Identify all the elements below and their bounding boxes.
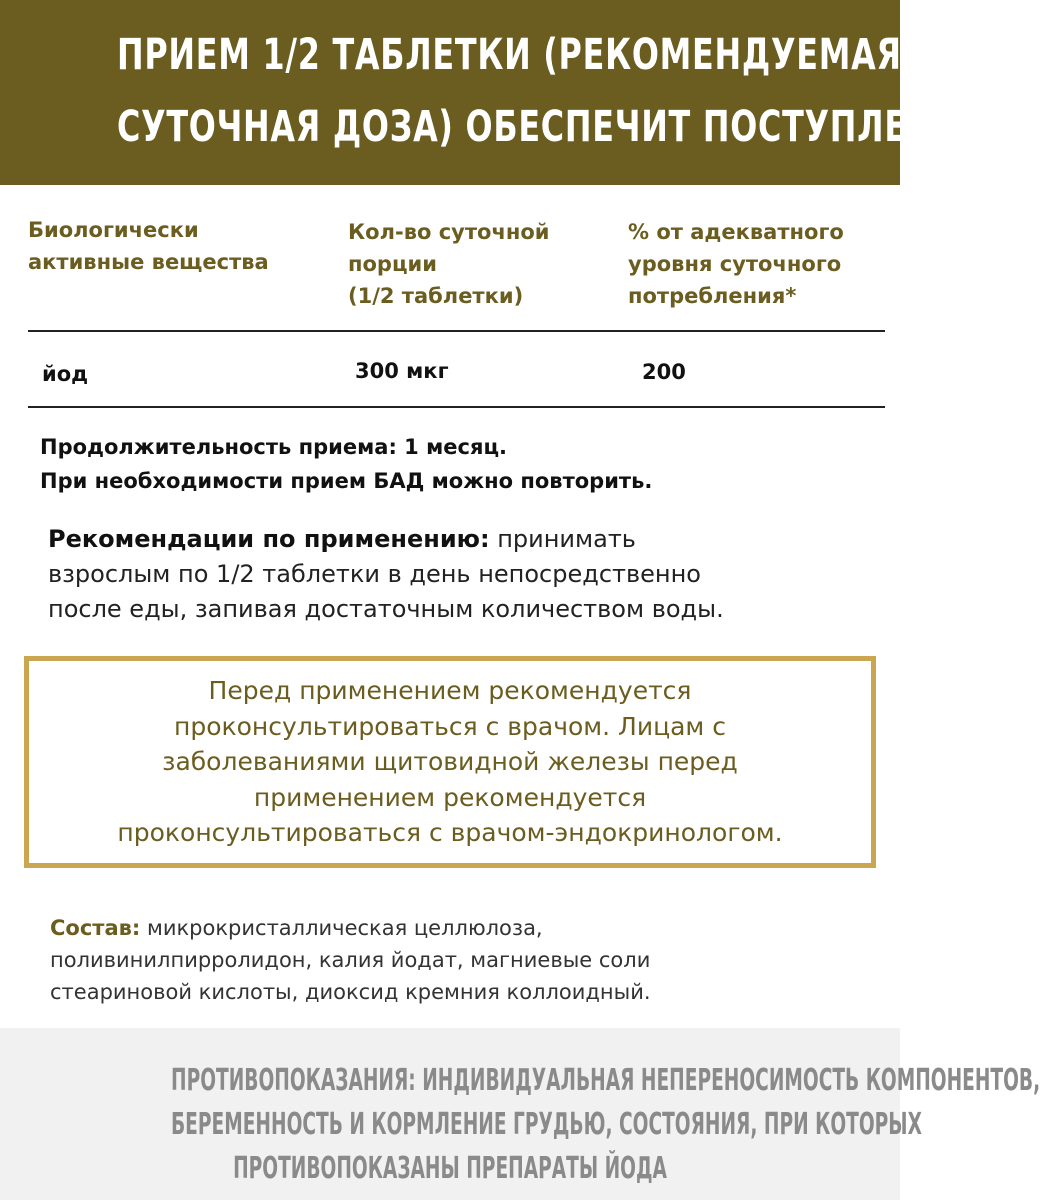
header-banner bbox=[0, 0, 998, 185]
composition-line-3: стеариновой кислоты, диоксид кремния коллоидный. bbox=[50, 980, 651, 1004]
duration-block bbox=[40, 430, 652, 498]
table-header-text: % от адекватного bbox=[628, 220, 844, 244]
recommendations-block bbox=[48, 522, 868, 627]
recommendations-line-2: взрослым по 1/2 таблетки в день непосредственно bbox=[48, 560, 701, 588]
contraindications-footer bbox=[0, 1028, 1040, 1200]
table-header-text: Кол-во суточной bbox=[348, 220, 550, 244]
table-header-text: потребления* bbox=[628, 284, 797, 308]
notice-line: проконсультироваться с врачом. Лицам с bbox=[174, 711, 726, 741]
table-divider-bottom bbox=[28, 406, 885, 408]
composition-line-1 bbox=[50, 912, 870, 944]
table-header-substances bbox=[28, 214, 269, 278]
table-header-text: активные вещества bbox=[28, 250, 269, 274]
recommendations-label: Рекомендации по применению: bbox=[48, 525, 490, 553]
recommendations-text: принимать bbox=[489, 525, 636, 553]
contraindications-line-1: ПРОТИВОПОКАЗАНИЯ: ИНДИВИДУАЛЬНАЯ НЕПЕРЕНОСИМОСТЬ КОМПОНЕНТОВ, bbox=[171, 1063, 1040, 1098]
table-cell-amount: 300 мкг bbox=[355, 359, 449, 383]
notice-line: проконсультироваться с врачом-эндокринологом. bbox=[117, 818, 783, 847]
table-header-percent bbox=[628, 216, 844, 312]
table-header-text: Биологически bbox=[28, 218, 199, 242]
notice-line: Перед применением рекомендуется bbox=[208, 676, 692, 705]
duration-line: Продолжительность приема: 1 месяц. bbox=[40, 435, 507, 459]
table-header-text: порции bbox=[348, 252, 437, 276]
composition-label: Состав: bbox=[50, 916, 141, 940]
recommendations-line-1 bbox=[48, 522, 868, 557]
table-divider-top bbox=[28, 330, 885, 332]
table-header-text: (1/2 таблетки) bbox=[348, 284, 524, 308]
notice-line: применением рекомендуется bbox=[253, 782, 647, 812]
table-header-daily-amount bbox=[348, 216, 550, 312]
recommendations-line-3: после еды, запивая достаточным количеством воды. bbox=[48, 595, 724, 623]
composition-line-2: поливинилпирролидон, калия йодат, магниевые соли bbox=[50, 948, 651, 972]
table-cell-percent: 200 bbox=[642, 360, 686, 384]
composition-block bbox=[50, 912, 870, 1008]
duration-repeat-line: При необходимости прием БАД можно повторить. bbox=[40, 469, 653, 493]
table-cell-substance: йод bbox=[42, 362, 89, 386]
header-title-line-1: ПРИЕМ 1/2 ТАБЛЕТКИ (РЕКОМЕНДУЕМАЯ bbox=[117, 30, 902, 80]
composition-text: микрокристаллическая целлюлоза, bbox=[140, 916, 543, 940]
notice-line: заболеваниями щитовидной железы перед bbox=[162, 747, 738, 776]
doctor-notice-box bbox=[24, 656, 876, 868]
doctor-notice-text bbox=[29, 673, 871, 851]
contraindications-line-2: БЕРЕМЕННОСТЬ И КОРМЛЕНИЕ ГРУДЬЮ, СОСТОЯНИЯ, ПРИ КОТОРЫХ bbox=[171, 1107, 922, 1142]
contraindications-line-3: ПРОТИВОПОКАЗАНЫ ПРЕПАРАТЫ ЙОДА bbox=[233, 1151, 667, 1186]
table-header-text: уровня суточного bbox=[628, 252, 842, 276]
header-title-line-2: СУТОЧНАЯ ДОЗА) ОБЕСПЕЧИТ ПОСТУПЛЕНИЕ: bbox=[117, 102, 998, 152]
